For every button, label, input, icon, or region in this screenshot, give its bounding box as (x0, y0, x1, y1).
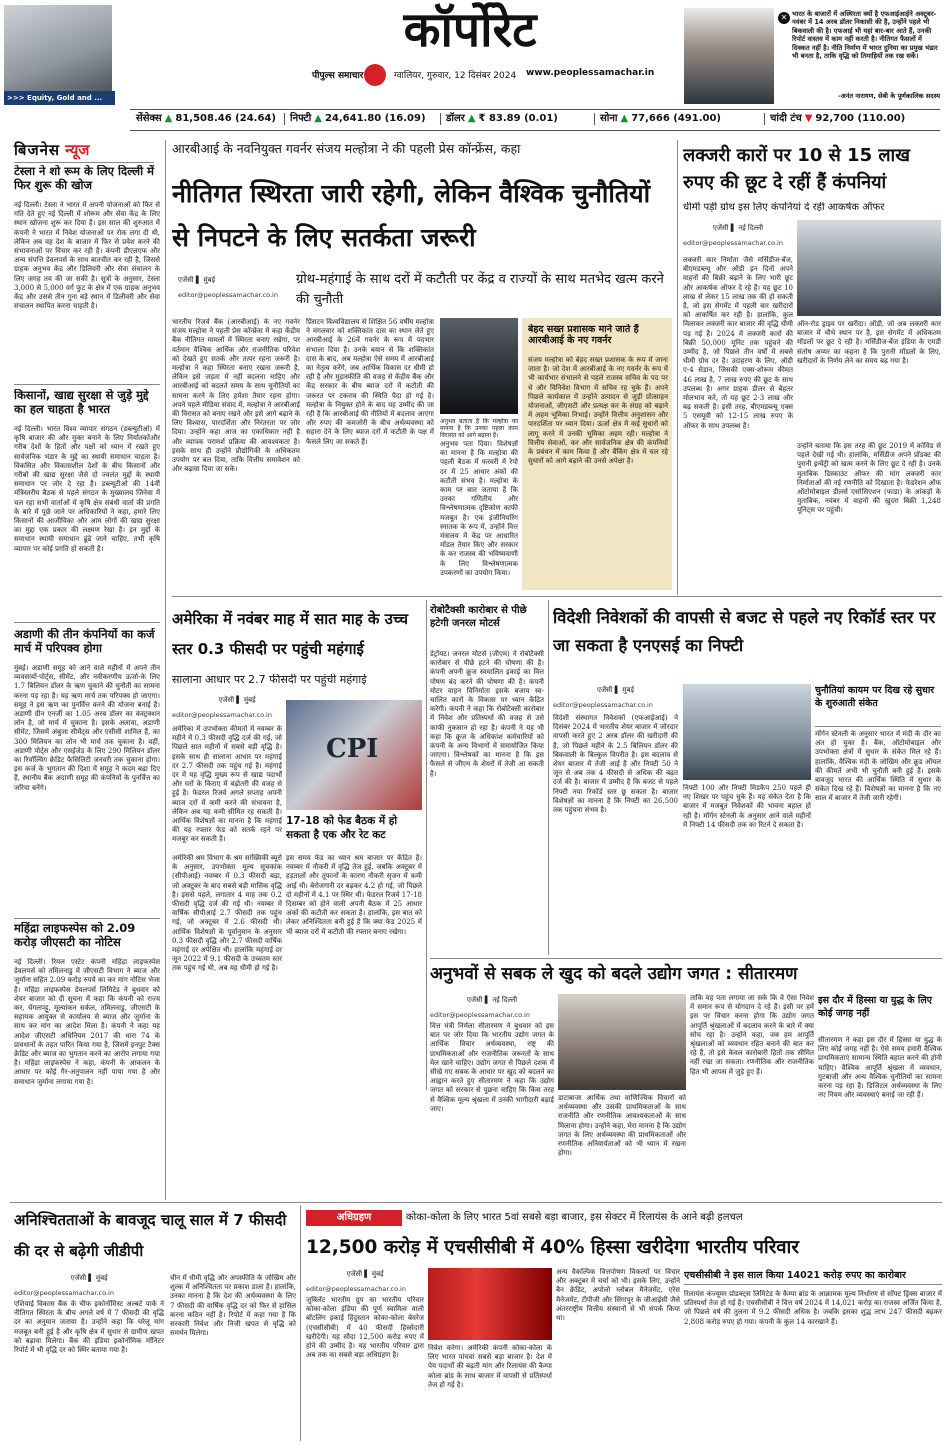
sitharaman-byline-block (430, 996, 554, 1019)
luxury-byline-block (683, 224, 793, 247)
dateline: ग्वालियर, गुरुवार, 12 दिसंबर 2024 (394, 71, 517, 81)
acquisition-byline: एजेंसी ▌ मुंबई (346, 1270, 384, 1278)
rbi-governor-photo (440, 318, 518, 414)
rbi-byline-block (178, 276, 288, 299)
sitharaman-side-body: सीतारमण ने कहा इस दौर में हिस्सा या युद्ध के लिए कोई जगह नहीं है। ऐसे समय हमारी वैश्विक प्राथमिकताएं सामान्य स्थिति बहाल करने की होनी चाहिए। वैश्विक आपूर्ति श्रृंखला में व्यवधान, गुटबाजी और अन्य वैश्विक चुनौतियों का सामना करना पड़ रहा है। डिजिटल अर्थव्यवस्था के लिए नए नियम और व्यवस्थाएं बनाई जा रही हैं। (818, 1036, 942, 1100)
acquisition-email: editor@peoplessamachar.co.in (306, 1285, 406, 1293)
acquisition-body-2: निवेश करेगा। अमेरिकी कंपनी कोका-कोला के लिए भारत पांचवां सबसे बड़ा बाजार है। देश में पेय पदार्थों की बढ़ती मांग और रिलायंस की कैम्पा कोला ब्रांड के साथ बाजार में वापसी से प्रतिस्पर्धा तेज हो गई है। (428, 1344, 552, 1389)
red-dot-logo (364, 64, 386, 86)
fpi-side-title: चुनौतियां कायम पर दिख रहे सुधार के शुरुआती संकेत (815, 684, 941, 727)
luxury-body-2: ऑन-रोड ड्राइव पर खरीदा। ऑडी, जो अब लक्जरी कार बाजार में चौथे स्थान पर है, इस सेगमेंट में अधिकतम मॉडलों पर छूट दे रही है। मर्सिडीज-बेंज इंडिया के एमडी संतोष अय्यर का कहना है कि पुरानी मॉडलों के लिए, खरीदारों के निर्णय लेने का समय बढ़ गया है। (797, 320, 941, 365)
luxury-cars-photo (797, 220, 941, 316)
inflation-byline-block (172, 696, 302, 719)
adani-headline: अडाणी की तीन कंपनियों का कर्ज मार्च में परिपक्व होगा (14, 628, 155, 655)
bull-banner: >>> Equity, Gold and ... (4, 91, 115, 105)
fpi-side-body: मॉर्गन स्टेनली के अनुसार भारत में मंदी के दौर का अंत हो चुका है। बैंक, ऑटोमोबाइल और उपभोक्ता क्षेत्रों में सुधार के संकेत मिल रहे हैं। हालांकि, वैश्विक मंदी के जोखिम और क्रूड ऑयल की कीमतें अभी भी चुनौती बनी हुई हैं। इसके बावजूद भारत की आर्थिक स्थिति में सुधार के संकेत दिख रहे हैं। विशेषज्ञों का मानना है कि नए साल में बाजार में तेजी जारी रहेगी। (815, 730, 941, 803)
fpi-byline: एजेंसी ▌ मुंबई (596, 686, 635, 694)
rbi-email: editor@peoplessamachar.co.in (178, 291, 278, 299)
ticker-item (770, 110, 905, 128)
rbi-col-4: अनुभव पता दिया। विशेषज्ञों का मानना है कि मल्होत्रा की पहली बैठक में फरवरी में रेपो दर में 25 आधार अंकों की कटौती संभव है। मल्होत्रा के काम पर बात जताया है कि उनका गणितीय और विश्लेषणात्मक दृष्टिकोण काफी मजबूत है। एक इंजीनियरिंग स्नातक के रूप में, उन्होंने वित्त मंत्रालय में केंद्र पर आधारित मॉडल तैयार किए और सरकार के कर राजस्व की भविष्यवाणी के लिए विश्लेषणात्मक उपकरणों का उपयोग किया। (440, 440, 518, 577)
ticker-label: सेंसेक्स (136, 113, 162, 124)
mahindra-headline: महिंद्रा लाइफस्पेस को 2.09 करोड़ जीएसटी का नोटिस (14, 922, 136, 949)
inflation-col-2: अमेरिकी श्रम विभाग के श्रम सांख्यिकी ब्यूरो के अनुसार, उपभोक्ता मूल्य सूचकांक (सीपीआई) नवम्बर में 0.3 फीसदी बढ़ा, जो अक्टूबर के बाद सबसे बड़ी मासिक वृद्धि है। इससे पहले, लगातार 4 माह तक 0.2 फीसदी वृद्धि दर्ज की गई थी। नवम्बर में वार्षिक सीपीआई 2.7 फीसदी तक पहुंच गई, जो अक्टूबर में 2.6 फीसदी थी। आर्थिक विशेषज्ञों के पूर्वानुमान के अनुसार 0.3 फीसदी वृद्धि और 2.7 फीसदी वार्षिक महंगाई दर अपेक्षित थी। हालांकि महंगाई दर जून 2022 में 9.1 फीसदी के उच्चतम स्तर तक पहुंच गई थी, अब यह धीमी हो गई है। (172, 854, 282, 973)
cpi-label: CPI (326, 734, 379, 764)
inflation-headline: अमेरिका में नवंबर माह में सात माह के उच्च स्तर 0.3 फीसदी पर पहुंची महंगाई (172, 610, 409, 658)
gdp-headline: अनिश्चितताओं के बावजूद चालू साल में 7 फीसदी की दर से बढ़ेगी जीडीपी (14, 1211, 287, 1260)
luxury-headline: लक्जरी कारों पर 10 से 15 लाख रुपए की छूट दे रहीं हैं कंपनियां (683, 145, 910, 193)
sitharaman-body-2: डाटाबाजा आर्थिक तथा वाणिज्यिक विचारों को अर्थव्यवस्था और उसकी प्राथमिकताओं के साथ राजनीति और रणनीतिक आवश्यकताओं के साथ मिलाना होगा। उन्होंने कहा, मेरा मानना है कि उद्योग जगत के लिए अर्थव्यवस्था की प्राथमिकताओं और रणनीतिक अनिवार्यताओं को भी ध्यान में रखना होगा। (558, 1094, 686, 1158)
ticker-value: 81,508.46 (24.64) (175, 113, 276, 124)
gm-headline: रोबोटैक्सी कारोबार से पीछे हटेगी जनरल मोटर्स (430, 605, 527, 629)
luxury-body-3: उन्होंने बताया कि इस तरह की छूट 2019 में कोविड से पहले देखी गई थी। हालांकि, मर्सिडीज अपने प्रॉडक्ट की पुरानी इन्वेंट्री को खत्म करने के लिए छूट दे रही है। उनके मुताबिक डिस्काउंट ऑफर की मांग लक्जरी कार निर्माताओं की नई रणनीति को दिखाता है। फेडरेशन ऑफ ऑटोमोबाइल डीलर्स एसोसिएशन (फाडा) के आंकड़ों के मुताबिक, नवंबर में वाहनों की खुदरा बिक्री 1,248 यूनिट्स पर पहुंची। (797, 442, 941, 515)
arrow-up-icon: ▲ (620, 113, 629, 124)
sitharaman-body-1: वित्त मंत्री निर्मला सीतारमण ने बुधवार को इस बात पर जोर दिया कि भारतीय उद्योग जगत के आर्थिक विचार अर्थव्यवस्था, राष्ट्र की प्राथमिकताओं और राजनीतिक जरूरतों के साथ मेल खाने चाहिए। उद्योग जगत से पिछले दशक में सीखे गए सबक के आधार पर खुद को बदलने का आह्वान करते हुए सीतारमण ने कहा कि उद्योग जगत को सरकार से पूछना चाहिए कि किस तरह से वैश्विक मूल्य श्रृंखला में उनकी भागीदारी बढ़ाई जाए। (430, 1022, 554, 1113)
luxury-email: editor@peoplessamachar.co.in (683, 239, 783, 247)
ticker-item (600, 110, 721, 128)
rbi-photo-caption: अनुभव बताता है कि मल्होत्रा का मानना है कि उनका पहला काम विरासत को आगे बढ़ाना है। (440, 418, 518, 438)
acquisition-body-3: अन्य वैकल्पिक वित्तपोषण विकल्पों पर विचार और अक्टूबर में चर्चा को भी। इसके लिए, उन्होंने बैन क्रेडिट, अपोलो ग्लोबल मैनेजमेंट, एरेस मैनेजमेंट, टीपीजी और सिंगापुर के जीआईसी जैसे अंतरराष्ट्रीय वित्तीय संस्थानों से भी संपर्क किया था। (556, 1268, 680, 1323)
mahindra-body: नई दिल्ली। रियल एस्टेट कंपनी महिंद्रा लाइफस्पेस डेवलपर्स को तमिलनाडु में जीएसटी विभाग ने ब्याज और जुर्माना सहित 2.09 करोड़ रुपये का कर मांग नोटिस भेजा है। महिंद्रा लाइफस्पेस डेवलपर्स लिमिटेड ने बुधवार को शेयर बाजार को दी सूचना में कहा कि कंपनी को राज्य कर, चेंगलपट्टू, मूल्यांकन सर्कल, तमिलनाडु, जीएसटी के सहायक आयुक्त से कार्यालय से ब्याज और जुर्माना के साथ कर मांग का आदेश मिला है। कंपनी ने कहा यह आदेश जीएसटी अधिनियम 2017 की धारा 74 के प्रावधानों के तहत पारित किया गया है, जिसमें इनपुट टैक्स क्रेडिट और ब्याज का भुगतान करने का आरोप लगाया गया है। महिंद्रा लाइफस्पेस ने कहा, कंपनी के आकलन के आधार पर कोई गैर-अनुपालन नहीं पाया गया है और समाधान जुर्माना लगाया गया है। (14, 958, 160, 1086)
inflation-subheadline: सालाना आधार पर 2.7 फीसदी पर पहुंची महंगाई (172, 674, 367, 686)
business-news-header-b: न्यूज (65, 141, 90, 159)
cpi-photo (286, 700, 422, 810)
acquisition-side-body: रिलायंस कंज्यूमर प्रोडक्ट्स लिमिटेड के कैम्पा ब्रांड के आक्रामक मूल्य निर्धारण से सॉफ्ट ड्रिंक्स बाजार में प्रतिस्पर्धा तेज हो गई है। एचसीसीबी ने वित्त वर्ष 2024 में 14,021 करोड़ का राजस्व अर्जित किया है, जो पिछले वर्ष की तुलना में 9.2 फीसदी अधिक है। जबकि इसका शुद्ध लाभ 247 फीसदी बढ़कर 2,808 करोड़ रुपए हो गया। कंपनी के कुल 14 कारखाने हैं। (684, 1290, 942, 1326)
wto-body: नई दिल्ली। भारत विश्व व्यापार संगठन (डब्ल्यूटीओ) में कृषि बाजार की और मुक्त बनाने के लिए निर्यातकोंऔर गरीब देशों के हितों और पक्षों को ध्यान में रखते हुए सार्वजनिक भंडार के मुद्दे का स्थायी समाधान चाहता है। विकसित और विकासशील देशों के बीच किसानों और गरीबों की खाद्य सुरक्षा जैसे दो ज्वलंत मुद्दों के स्थायी समाधान पर जोर दे रहा है। डब्ल्यूटीओ की 14वीं मंत्रिस्तरीय बैठक से पहले संगठन के मुख्यालय जिनेवा में चल रहा सभी वार्ताओं में कृषि क्षेत्र संबंधी वार्ता की प्रगति के बारे में पूछे जाने पर अधिकारियों ने कहा, हमारे लिए किसानों की आजीविका और आम लोगों की खाद्य सुरक्षा का मुद्दा एक प्रकार की लक्ष्मण रेखा है। इन मुद्दों के समाधान स्थायी समाधान ढूंढे जाने चाहिए, तभी कृषि व्यापार पर कोई प्रगति हो सकती है। (14, 425, 160, 553)
ticker-separator (284, 113, 285, 125)
masthead-strip (290, 64, 655, 86)
arrow-up-icon: ▲ (164, 113, 173, 124)
acquisition-byline-block (306, 1270, 424, 1293)
acquisition-body-1: जुबिलेंट भारतीय ग्रुप का भारतीय परिवार कोका-कोला इंडिया की पूर्ण स्वामित्व वाली बॉटलिंग इकाई हिंदुस्तान कोका-कोला बेवरेज (एचसीसीबी) में 40 फीसदी हिस्सेदारी खरीदेगी। यह सौदा 12,500 करोड़ रुपए में होने की उम्मीद है। यह भारतीय परिवार द्वारा अब तक का सबसे बड़ा अधिग्रहण है। (306, 1296, 424, 1360)
sitharaman-body-3: ताकि यह पता लगाया जा सके कि वे ऐसा निवेश में समान रूप से योगदान दे रहे हैं। इसी पर हमें इस पर विचार करना होगा कि उद्योग जगत आपूर्ति श्रृंखलाओं में बदलाव करने के बारे में क्या सोच रहा है। उन्होंने कहा, जब हम आपूर्ति श्रृंखलाओं को व्यवधान रहित बनाने की बात कर रहे हैं, तो इसे केवल कारोबारी हितों तक सीमित नहीं रखा जा सकता। रणनीतिक और राजनीतिक हित भी आपस में जुड़े हुए हैं। (690, 994, 814, 1076)
rbi-box-title: बेहद सख्त प्रशासक माने जाते हैं आरबीआई के नए गवर्नर (528, 324, 639, 347)
rbi-byline: एजेंसी ▌ मुंबई (178, 276, 216, 284)
inflation-email: editor@peoplessamachar.co.in (172, 711, 272, 719)
inflation-col-1: अमेरिका में उपभोक्ता कीमतों में नवम्बर के महीने में 0.3 फीसदी वृद्धि दर्ज की गई, जो पिछले सात महीनों में सबसे बड़ी वृद्धि है। इसके साथ ही सालाना आधार पर महंगाई दर 2.7 फीसदी तक पहुंच गई है। महंगाई दर में यह वृद्धि मुख्य रूप से खाद्य पदार्थों और घरों के किराए में बढ़ोतरी की वजह से हुई है। फेडरल रिजर्व अगले सप्ताह अपनी ब्याज दरों में कमी करने की संभावना है, लेकिन अब यह कमी सीमित रह सकती है। आर्थिक विशेषज्ञों का मानना है कि महंगाई की यह रफ्तार फेड को सतर्क रहने पर मजबूर कर सकती है। (172, 725, 282, 844)
rbi-box (522, 318, 672, 590)
ticker-item (136, 110, 276, 128)
fpi-headline: विदेशी निवेशकों की वापसी से बजट से पहले नए रिकॉर्ड स्तर पर जा सकता है एनएसई का निफ्टी (553, 608, 936, 655)
rbi-col-2: प्रिंसटन विश्वविद्यालय से शिक्षित 56 वर्षीय मल्होत्रा ने मंगलवार को शक्तिकांत दास का स्थान लेते हुए आरबीआई के 26वें गवर्नर के रूप में पदभार संभाला दिया है। उनके बयान से कि शक्तिकांत दास के बाद, अब मल्होत्रा ऐसे समय में आरबीआई का नेतृत्व करेंगे, जब आर्थिक विकास दर धीमी हो रही है और मुद्रास्फीति की वजह से केंद्रीय बैंक और केंद्र सरकार के बीच ब्याज दरों में कटौती की जरूरत पर टकराव की स्थिति पैदा हो गई है। मल्होत्रा के नियुक्त होने के बाद यह उम्मीद की जा रही है कि आरबीआई की नीतियों में बदलाव आएगा और रुपए की कमजोरी के बीच अर्थव्यवस्था को सहारा देने के लिए ब्याज दरों में कटौती के पक्ष में फैसले लिए जा सकते हैं। (306, 318, 434, 446)
website-link[interactable]: www.peoplessamachar.in (526, 68, 655, 78)
gdp-email: editor@peoplessamachar.co.in (14, 1289, 114, 1297)
quote-author-photo (684, 8, 774, 104)
business-news-item-2 (14, 389, 160, 619)
arrow-up-icon: ▲ (467, 113, 476, 124)
ticker-item (290, 110, 426, 128)
ticker-value: 92,700 (110.00) (815, 113, 906, 124)
inflation-byline: एजेंसी ▌ मुंबई (218, 696, 256, 704)
quote-author: -अनंत नारायण, सेबी के पूर्णकालिक सदस्य (838, 92, 940, 100)
gdp-byline-block (14, 1274, 164, 1297)
tesla-headline: टेस्ला ने शो रूम के लिए दिल्ली में फिर शुरू की खोज (14, 165, 154, 192)
acquisition-side-title: एचसीसीबी ने इस साल किया 14021 करोड़ रुपए का कारोबार (684, 1268, 942, 1285)
luxury-byline: एजेंसी ▌ नई दिल्ली (712, 224, 764, 232)
ticker-label: सोना (600, 113, 618, 124)
masthead-title: कॉर्पोरेट (403, 2, 537, 58)
business-news-header (14, 140, 154, 163)
ticker-value: 77,666 (491.00) (631, 113, 722, 124)
wto-headline: किसानों, खाद्य सुरक्षा से जुड़े मुद्दे का हल चाहता है भारत (14, 389, 149, 416)
ticker-value: 24,641.80 (16.09) (324, 113, 426, 124)
gdp-body-1: एशियाई विकास बैंक के चीफ इकोनॉमिस्ट अल्बर्ट पार्क ने नीतिगत स्थिरता के बीच अगले वर्ष में 7 फीसदी की वृद्धि दर का अनुमान जताया है। उन्होंने कहा कि घरेलू मांग मजबूत बनी हुई है और कृषि क्षेत्र में सुधार से ग्रामीण खपत को बढ़ावा मिलेगा। बैंक की इंडिया इकोनॉमिक मॉनिटर रिपोर्ट में भी वृद्धि दर को स्थिर बताया गया है। (14, 1300, 164, 1355)
market-ticker (130, 109, 940, 131)
acquisition-tag: अधिग्रहण (306, 1210, 402, 1226)
nse-building-photo (683, 684, 811, 780)
arrow-down-icon: ▼ (804, 113, 813, 124)
rbi-kicker: आरबीआई के नवनियुक्त गवर्नर संजय मल्होत्रा ने की पहली प्रेस कॉन्फ्रेंस, कहा (172, 142, 521, 156)
business-news-item-1 (14, 165, 160, 370)
luxury-subheadline: धीमी पड़ी ग्रोथ इस लिए कंपनियां दे रही आकर्षक ऑफर (683, 202, 885, 213)
business-news-item-4 (14, 922, 160, 1202)
rbi-subheadline: ग्रोथ-महंगाई के साथ दरों में कटौती पर केंद्र व राज्यों के साथ मतभेद खत्म करने की चुनौती (296, 272, 664, 307)
rbi-col-1: भारतीय रिजर्व बैंक (आरबीआई) के नए गवर्नर संजय मल्होत्रा ने पहली प्रेस कॉन्फ्रेंस में कहा केंद्रीय बैंक नीतिगत मामलों में स्थिरता बनाए रखेगा, पर वर्तमान वैश्विक आर्थिक और राजनीतिक परिवेश को देखते हुए सतर्क और तत्पर रहना जरूरी है। मल्होत्रा ने कहा स्थिरता बनाए रखना जरूरी है, लेकिन इसे जड़ता में नहीं बदलना चाहिए और आरबीआई को बदलते समय के साथ चुनौतियों का सामना करने के लिए हमेशा तैयार रहना होगा। अपने पहले मीडिया संवाद में, मल्होत्रा ने आरबीआई की विरासत को बनाए रखने और इसे आगे बढ़ाने के लिए विश्वास, पारदर्शिता और निरंतरता पर जोर दिया। उन्होंने कहा आज का एकाधिकार नहीं है और व्यापक परामर्श प्रक्रिया की आवश्यकता है। इसके साथ ही उन्होंने प्रौद्योगिकी के अधिकतम उपयोग पर बल दिया, ताकि वित्तीय समावेशन को और बढ़ावा दिया जा सके। (172, 318, 300, 474)
fed-box-body: इस समय फेड का ध्यान श्रम बाजार पर केंद्रित है। नवम्बर में नौकरी में वृद्धि तेज हुई, जबकि अक्टूबर में हड़तालों और तूफानों के कारण नौकरी सृजन में कमी आई थी। बेरोजगारी दर बढ़कर 4.2 हो गई, जो पिछले दो महीनों में 4.1 पर स्थिर थी। फेडरल रिजर्व 17-18 दिसम्बर को होने वाली अपनी बैठक में 25 आधार अंकों की कटौती कर सकता है। हालांकि, इस बात को लेकर अनिश्चितता बनी हुई है कि क्या फेड 2025 में भी ब्याज दरों में कटौती की रफ्तार बनाए रखेगा। (286, 854, 422, 936)
masthead-quote: भारत के बाजारों में अस्थिरता क्यों है एफआईआईने अक्टूबर-नवंबर में 14 अरब डॉलर निकासी की है, उन्होंने पहले भी बिकवाली की है। एफआई भी यहां बार-बार आते हैं, उनकी रिपोर्ट वास्तव में काम नहीं करती है। नीतिगत फैसलों में दिक्कत नहीं है। नीति निर्माण में भारत दुनिया का प्रमुख भंडार भी बनता है, ताकि वृद्धि को तिमाहियों तक रख सकें। (792, 10, 938, 61)
acquisition-headline: 12,500 करोड़ में एचसीसीबी में 40% हिस्सा खरीदेगा भारतीय परिवार (306, 1237, 799, 1258)
business-news-item-3 (14, 628, 160, 898)
business-news-header-a: बिजनेस (14, 141, 61, 159)
luxury-body-1: लक्जरी कार निर्माता जैसे मर्सिडीज-बेंज, बीएमडब्ल्यू और ऑडी इन दिनों अपने वाहनों की बिक्री बढ़ाने के लिए भारी छूट और आकर्षक ऑफर दे रहे हैं। यह छूट 10 लाख से लेकर 15 लाख तक की हो सकती है, जो इस सेगमेंट में पहली बार खरीदारों को आकर्षित कर रही है। हालांकि, कुल मिलाकर लक्जरी कार बाजार की वृद्धि धीमी पड़ गई है। 2024 में लक्जरी कारों की बिक्री 50,000 यूनिट तक पहुंचने की उम्मीद है, जो पिछले तीन वर्षों में सबसे धीमी ग्रोथ दर है। उदाहरण के लिए, ऑडी ए-4 सेडान, जिसकी एक्स-शोरूम कीमत 46 लाख है, 7 लाख रुपए की छूट के साथ उपलब्ध है। अगर ग्राहक डीलर से बेहतर मोलभाव करे, तो यह छूट 2-3 लाख और बढ़ सकती है। इसी तरह, बीएमडब्ल्यू एक्स 5 एसयूवी को 12-15 लाख रुपए के ऑफर के साथ उपलब्ध है। (683, 256, 793, 430)
arrow-up-icon: ▲ (314, 113, 322, 124)
ticker-value: ₹ 83.89 (0.01) (478, 113, 558, 124)
ticker-label: डॉलर (446, 113, 465, 124)
rbi-headline: नीतिगत स्थिरता जारी रहेगी, लेकिन वैश्विक चुनौतियों से निपटने के लिए सतर्कता जरूरी (172, 179, 651, 252)
fpi-email: editor@peoplessamachar.co.in (553, 701, 653, 709)
sitharaman-email: editor@peoplessamachar.co.in (430, 1011, 530, 1019)
gdp-byline: एजेंसी ▌ मुंबई (70, 1274, 108, 1282)
fpi-byline-block (553, 686, 678, 709)
sitharaman-side-title: इस दौर में हिस्सा या युद्ध के लिए कोई जगह नहीं (818, 995, 933, 1019)
x-logo-icon: ✕ (778, 12, 790, 24)
sitharaman-headline: अनुभवों से सबक ले खुद को बदले उद्योग जगत : सीतारमण (430, 964, 798, 984)
ticker-label: निफ्टी (290, 113, 312, 124)
adani-body: मुंबई। अडाणी समूह को आने वाले महीनों में अपने तीन व्यवसायों-पोर्ट्स, सीमेंट, और नवीकरणीय ऊर्जा-के लिए 1.7 बिलियन डॉलर के ऋण चुकाने की चुनौती का सामना करना पड़ रहा है। यह ऋण मार्च तक परिपक्व हो जाएगा। समूह ने इस ऋण का पुनर्वित्त करने की योजना बनाई है। अडाणी ग्रीन एनर्जी का 1.05 अरब डॉलर का कंस्ट्रक्शन लोन है, जो मार्च में चुकाना है। इसके अलावा, अडाणी सीमेंट, जिसमें अंबुजा सीमेंट्स और एसीसी शामिल हैं, का 300 मिलियन का लोन भी मार्च तक चुकाना है। वहीं, अडाणी पोर्ट्स और एसईजेड के लिए 290 मिलियन डॉलर का रिवॉल्विंग क्रेडिट फैसिलिटी जनवरी तक चुकाना होगा। इस कर्ज के भुगतान की दिशा में समूह ने कदम बढ़ा दिए हैं, स्थानीय बैंक अदाणी समूह की कंपनियों के पुनर्वित्त का जरिया बनेंगे। (14, 664, 160, 792)
ticker-separator (764, 113, 765, 125)
fed-box-title: 17-18 को फेड बैठक में हो सकता है एक और रेट कट (286, 815, 398, 841)
ticker-separator (440, 113, 441, 125)
sitharaman-photo (558, 994, 686, 1090)
bull-photo (4, 5, 112, 105)
tesla-body: नई दिल्ली। टेस्ला ने भारत में अपनी योजनाओं को फिर से गति देते हुए नई दिल्ली में शोरूम और सेवा केंद्र के लिए स्थान खोजना शुरू कर दिया है। इस साल की शुरुआत में कंपनी ने भारत में निवेश योजनाओं पर रोक लगा दी थी, लेकिन अब वह देश के बाजार में फिर से प्रवेश करने की संभावनाओं पर विचार कर रही है। कंपनी डीएलएफ और अन्य संपत्ति डेवलपर्स के साथ बातचीत कर रही है, जिससे ग्राहक अनुभव केंद्र और डिलिवरी और सेवा संचालन के लिए जगह तय की जा सकी है। सूत्रों के अनुसार, टेस्ला 3,000 से 5,000 वर्ग फुट के क्षेत्र में एक ग्राहक अनुभव केंद्र और उससे तीन गुना बड़े स्थान में डिलीवरी और सेवा संचालन स्थापित करना चाहती है। (14, 201, 160, 311)
fpi-body: विदेशी संस्थागत निवेशकों (एफआईआई) ने दिसंबर 2024 में भारतीय शेयर बाजार में जोरदार वापसी करते हुए 2 अरब डॉलर की खरीदारी की है, जो पिछले महीने के 2.5 बिलियन डॉलर की बिकवाली के बिल्कुल विपरीत है। इस बदलाव से शेयर बाजार में तेजी आई है और निफ्टी 50 ने जून से अब तक 4 फीसदी से अधिक की बढ़त दर्ज की है। बाजार में उम्मीद है कि बजट से पहले निफ्टी नया रिकॉर्ड स्तर छू सकता है। बाजार विशेषज्ञों का मानना है कि निफ्टी का 26,500 तक पहुंचना संभव है। (553, 714, 678, 815)
publisher-name: पीपुल्स समाचार (312, 71, 364, 81)
ticker-label: चांदी टंच (770, 113, 802, 124)
coca-cola-photo (428, 1268, 552, 1340)
acquisition-kicker: कोका-कोला के लिए भारत 5वां सबसे बड़ा बाजार, इस सेक्टर में रिलायंस के आने बढ़ी हलचल (406, 1212, 743, 1223)
rbi-box-body: संजय मल्होत्रा को बेहद सख्त प्रशासक के रूप में जाना जाता है। जो देश में आरबीआई के नए गवर्नर के रूप में भी कार्यभार संभालने से पहले राजस्व सचिव के पद पर थे और विनिवेश विभाग में सचिव रह चुके हैं। अपने पिछले कार्यकाल में उन्होंने उत्पादन से जुड़ी प्रोत्साहन योजनाओं, जीएसटी और प्रत्यक्ष कर के संग्रह को बढ़ाने में अहम भूमिका निभाई। उन्होंने वित्तीय अनुशासन और पारदर्शिता पर ध्यान दिया। ऊर्जा क्षेत्र में कई सुधारों को लागू करने में उनकी भूमिका अहम रही। मल्होत्रा ने वित्तीय सेवाओं, कर और सार्वजनिक क्षेत्र की कंपनियों के प्रबंधन में काम किया है और बैंकिंग क्षेत्र में चल रहे सुधारों को आगे बढ़ाने की उनसे अपेक्षा है। (528, 356, 668, 466)
gm-body: डेट्रॉयट। जनरल मोटर्स (जीएम) ने रोबोटैक्सी कारोबार से पीछे हटने की घोषणा की है। कंपनी अपनी क्रूज स्वचालित इकाई का वित्त पोषण बंद करने की घोषणा की है। कंपनी मोटर वाहन विनिर्माता इसके बजाय स्व-चालित कारों के विकास पर ध्यान केंद्रित करेगी। कंपनी ने कहा कि रोबोटैक्सी कारोबार में निवेश और प्रतिस्पर्धा की वजह से उसे काफी नुकसान हो रहा है। कंपनी ने यह भी कहा कि क्रूज के अधिकांश कर्मचारियों को कंपनी के अन्य विभागों में समायोजित किया जाएगा। विश्लेषकों का मानना है कि इस फैसले से जीएम के शेयरों में तेजी आ सकती है। (430, 650, 544, 778)
ticker-separator (594, 113, 595, 125)
fpi-body-2: निफ्टी 100 और निफ्टी मिडकैप 250 पहले ही नए शिखर पर पहुंच चुके हैं। यह संकेत देता है कि बाजार में मजबूत निवेशकों की भावना बहाल हो रही है। मॉर्गन स्टेनली के अनुसार आने वाले महीनों में निफ्टी 14 फीसदी तक का रिटर्न दे सकता है। (683, 784, 811, 829)
gdp-body-2: चीन में धीमी वृद्धि और अपस्फीति के जोखिम और शुल्क में अनिश्चितता पर प्रकाश डाला है। हालांकि, उनका मानना है कि देश की अर्थव्यवस्था के लिए 7 फीसदी की वार्षिक वृद्धि दर को फिर से हासिल करना कठिन नहीं है। रिपोर्ट में कहा गया है कि सरकारी निवेश और निजी खपत से वृद्धि को समर्थन मिलेगा। (170, 1274, 296, 1338)
ticker-item (446, 110, 558, 128)
sitharaman-byline: एजेंसी ▌ नई दिल्ली (466, 996, 518, 1004)
